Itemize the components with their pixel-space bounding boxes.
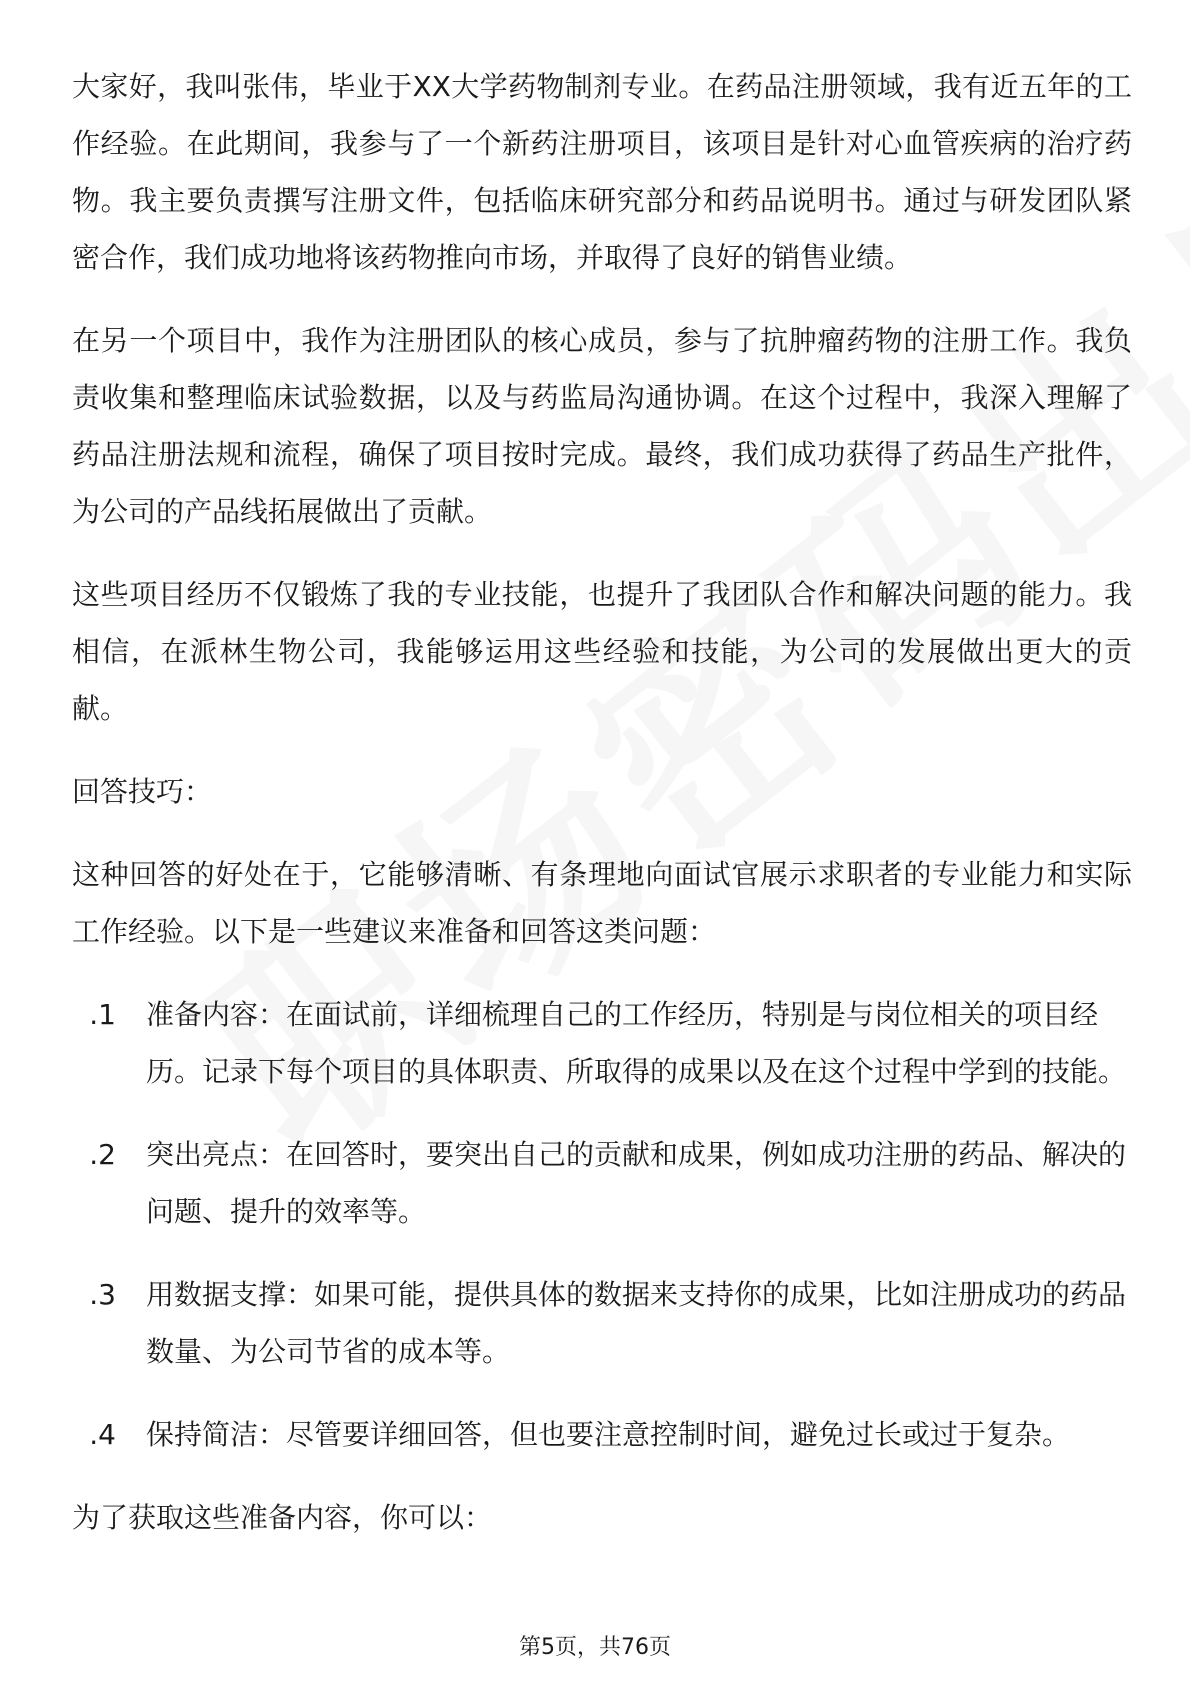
paragraph-intro: 大家好，我叫张伟，毕业于XX大学药物制剂专业。在药品注册领域，我有近五年的工作经验。在此期间，我参与了一个新药注册项目，该项目是针对心血管疾病的治疗药物。我主要负责撰写注册文件，包括临床研究部分和药品说明书。通过与研发团队紧密合作，我们成功地将该药物推向市场，并取得了良好的销售业绩。 <box>72 70 1132 274</box>
list-item: 2. 突出亮点：在回答时，要突出自己的贡献和成果，例如成功注册的药品、解决的问题、提升的效率等。 <box>72 1126 1132 1240</box>
page-number-footer: 第5页，共76页 <box>519 1635 671 1660</box>
list-item: 3. 用数据支撑：如果可能，提供具体的数据来支持你的成果，比如注册成功的药品数量、为公司节省的成本等。 <box>72 1266 1132 1380</box>
list-item: 1. 准备内容：在面试前，详细梳理自己的工作经历，特别是与岗位相关的项目经历。记录下每个项目的具体职责、所取得的成果以及在这个过程中学到的技能。 <box>72 986 1132 1100</box>
list-text: 用数据支撑：如果可能，提供具体的数据来支持你的成果，比如注册成功的药品数量、为公司节省的成本等。 <box>146 1278 1127 1368</box>
paragraph-closing: 为了获取这些准备内容，你可以： <box>72 1501 493 1534</box>
section-heading-tips: 回答技巧： <box>72 775 213 808</box>
paragraph-second-project: 在另一个项目中，我作为注册团队的核心成员，参与了抗肿瘤药物的注册工作。我负责收集和整理临床试验数据，以及与药监局沟通协调。在这个过程中，我深入理解了药品注册法规和流程，确保了项目按时完成。最终，我们成功获得了药品生产批件，为公司的产品线拓展做出了贡献。 <box>72 324 1132 528</box>
paragraph-tips-intro: 这种回答的好处在于，它能够清晰、有条理地向面试官展示求职者的专业能力和实际工作经验。以下是一些建议来准备和回答这类问题： <box>72 858 1132 948</box>
tips-list <box>72 986 1132 1463</box>
document-body <box>72 58 1132 1572</box>
list-text: 准备内容：在面试前，详细梳理自己的工作经历，特别是与岗位相关的项目经历。记录下每个项目的具体职责、所取得的成果以及在这个过程中学到的技能。 <box>146 998 1127 1088</box>
list-item: 4. 保持简洁：尽管要详细回答，但也要注意控制时间，避免过长或过于复杂。 <box>72 1406 1132 1463</box>
list-text: 保持简洁：尽管要详细回答，但也要注意控制时间，避免过长或过于复杂。 <box>146 1418 1071 1451</box>
list-text: 突出亮点：在回答时，要突出自己的贡献和成果，例如成功注册的药品、解决的问题、提升的效率等。 <box>146 1138 1127 1228</box>
paragraph-summary: 这些项目经历不仅锻炼了我的专业技能，也提升了我团队合作和解决问题的能力。我相信，在派林生物公司，我能够运用这些经验和技能，为公司的发展做出更大的贡献。 <box>72 578 1132 725</box>
